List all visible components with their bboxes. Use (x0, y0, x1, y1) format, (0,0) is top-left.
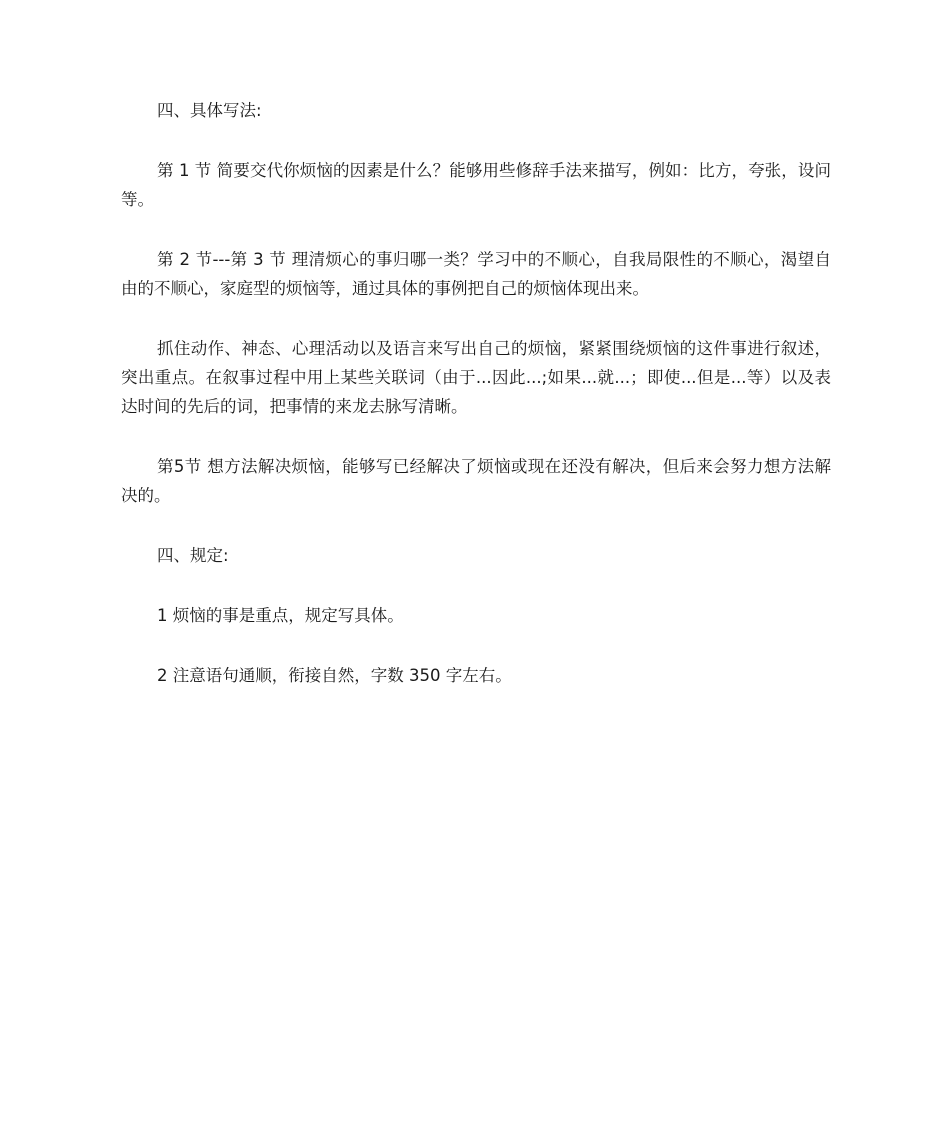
section-heading-writing-method: 四、具体写法: (157, 101, 262, 120)
requirement-item-1: 1 烦恼的事是重点，规定写具体。 (157, 606, 404, 625)
paragraph-section-5: 第5节 想方法解决烦恼，能够写已经解决了烦恼或现在还没有解决，但后来会努力想方法解决的。 (121, 457, 831, 505)
paragraph-section-2-3: 第 2 节---第 3 节 理清烦心的事归哪一类？学习中的不顺心，自我局限性的不顺心，渴望自由的不顺心，家庭型的烦恼等，通过具体的事例把自己的烦恼体现出来。 (121, 250, 831, 298)
section-heading-requirements: 四、规定: (157, 546, 229, 565)
paragraph-details: 抓住动作、神态、心理活动以及语言来写出自己的烦恼，紧紧围绕烦恼的这件事进行叙述，突出重点。在叙事过程中用上某些关联词（由于...因此...;如果...就...；即使...但是...等）以及表达时间的先后的词，把事情的来龙去脉写清晰。 (121, 339, 831, 416)
requirement-item-2: 2 注意语句通顺，衔接自然，字数 350 字左右。 (157, 666, 512, 685)
paragraph-section-1: 第 1 节 简要交代你烦恼的因素是什么？能够用些修辞手法来描写，例如：比方，夸张，设问等。 (121, 161, 831, 209)
document-body (121, 96, 831, 721)
